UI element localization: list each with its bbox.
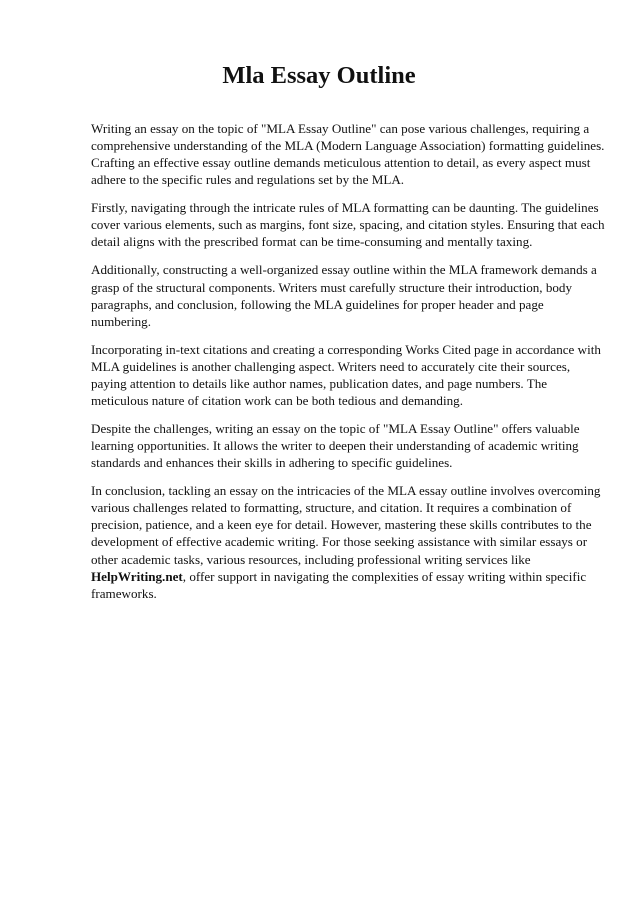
conclusion-text-before-link: In conclusion, tackling an essay on the intricacies of the MLA essay outline involves overcoming various challenges related to formatting, structure, and citation. It requires a combination of precision, patience, and a keen eye for detail. However, mastering these skills contributes to the development of effective academic writing. For those seeking assistance with similar essays or other academic tasks, various resources, including professional writing services like xyxy=(91,483,601,567)
paragraph-conclusion xyxy=(91,482,606,602)
helpwriting-link[interactable]: HelpWriting.net xyxy=(91,568,183,584)
paragraph-intro: Writing an essay on the topic of "MLA Essay Outline" can pose various challenges, requiring a comprehensive understanding of the MLA (Modern Language Association) formatting guidelines. Crafting an effective essay outline demands meticulous attention to detail, as every aspect must adhere to the specific rules and regulations set by the MLA. xyxy=(91,121,605,188)
paragraph-formatting-rules: Firstly, navigating through the intricate rules of MLA formatting can be daunting. The guidelines cover various elements, such as margins, font size, spacing, and citation styles. Ensuring that each detail aligns with the prescribed format can be time-consuming and mentally taxing. xyxy=(91,200,605,250)
document-body xyxy=(91,120,606,613)
paragraph-outline-structure: Additionally, constructing a well-organized essay outline within the MLA framework demands a grasp of the structural components. Writers must carefully structure their introduction, body paragraphs, and conclusion, following the MLA guidelines for proper header and page numbering. xyxy=(91,262,597,329)
paragraph-opportunities: Despite the challenges, writing an essay on the topic of "MLA Essay Outline" offers valuable learning opportunities. It allows the writer to deepen their understanding of academic writing standards and enhances their skills in adhering to specific guidelines. xyxy=(91,420,580,471)
document-title: Mla Essay Outline xyxy=(222,62,416,89)
conclusion-text-after-link: , offer support in navigating the complexities of essay writing within specific frameworks. xyxy=(91,568,587,601)
paragraph-citations: Incorporating in-text citations and creating a corresponding Works Cited page in accordance with MLA guidelines is another challenging aspect. Writers need to accurately cite their sources, paying attention to details like author names, publication dates, and page numbers. The meticulous nature of citation work can be both tedious and demanding. xyxy=(91,341,601,408)
